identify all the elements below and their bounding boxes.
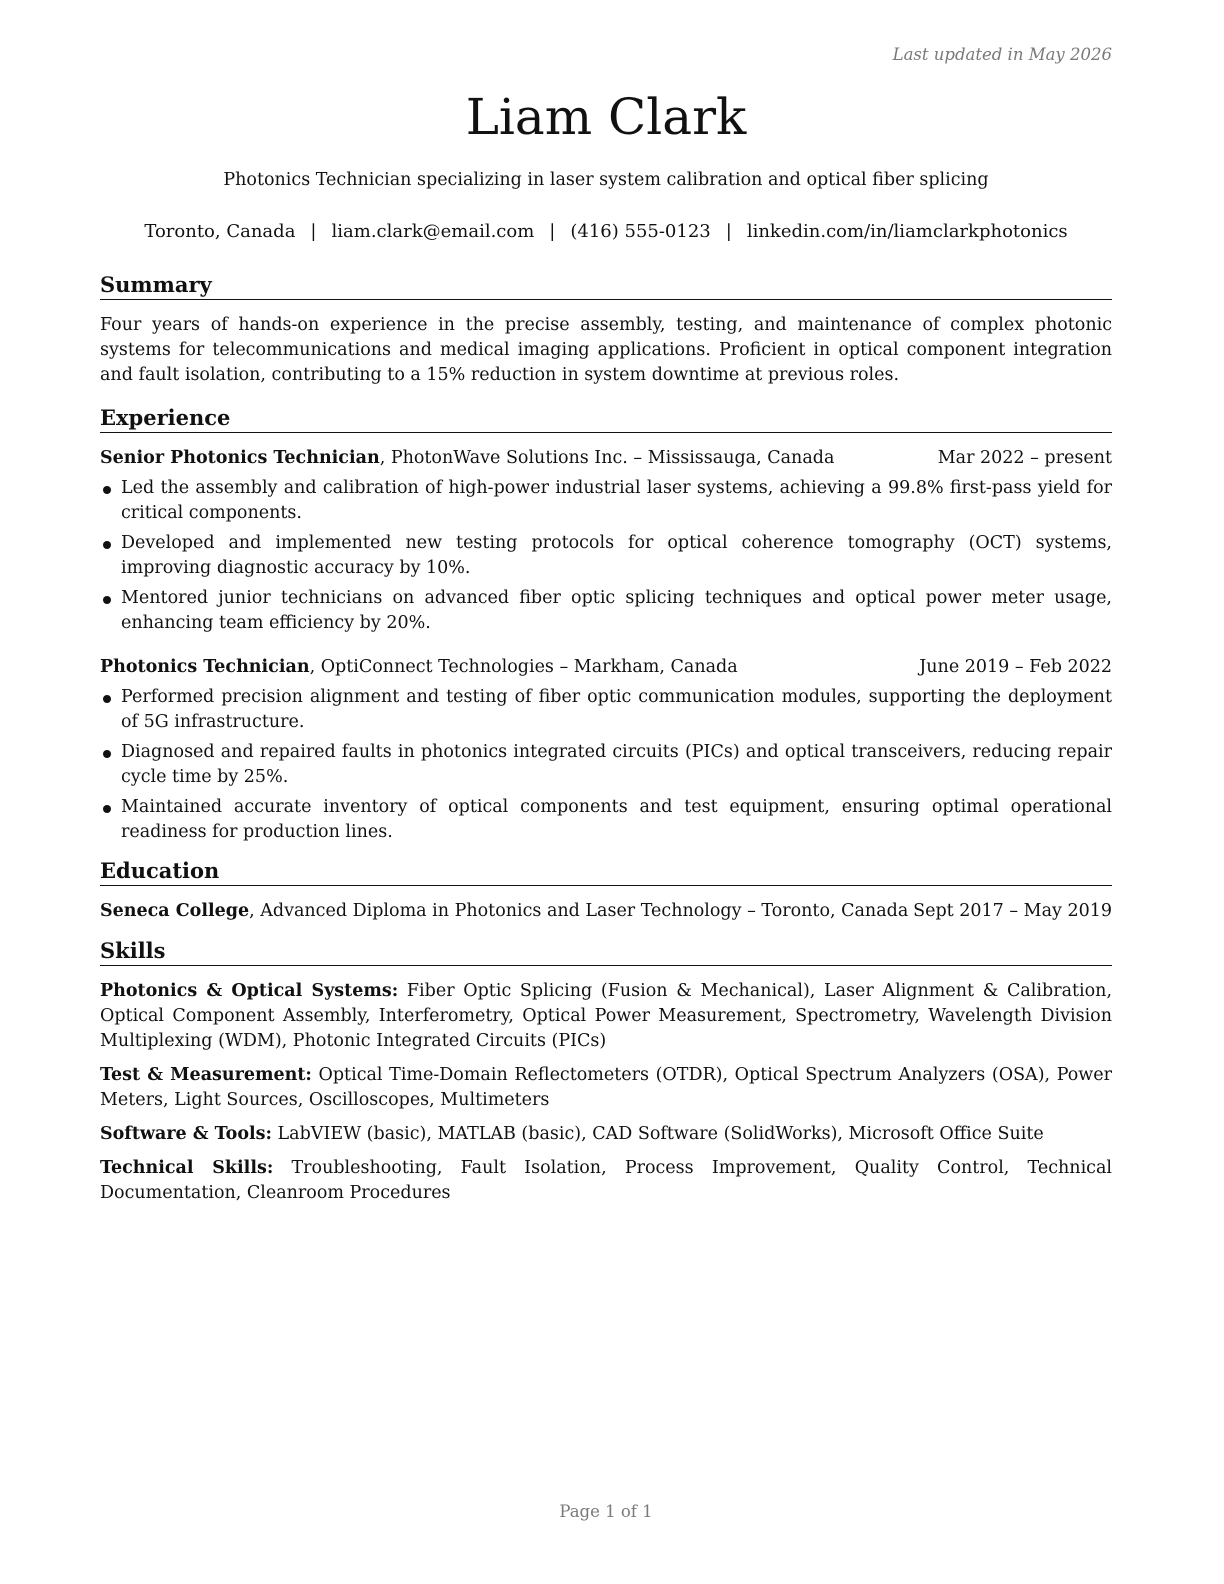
skill-group <box>100 1156 1112 1206</box>
contact-linkedin[interactable]: linkedin.com/in/liamclarkphotonics <box>746 221 1068 242</box>
education-line <box>100 899 908 924</box>
bullet-text: Performed precision alignment and testing of fiber optic communication modules, supporting the deployment of 5G infrastructure. <box>121 687 1112 732</box>
job-title-line <box>100 446 834 471</box>
job-bullet <box>100 531 1112 581</box>
skill-category: Technical Skills: <box>100 1158 274 1178</box>
bullet-icon <box>103 805 111 813</box>
bullet-text: Led the assembly and calibration of high-power industrial laser systems, achieving a 99.8% first-pass yield for critical components. <box>121 478 1112 523</box>
job-header <box>100 446 1112 471</box>
job-title-line <box>100 655 738 680</box>
education-entry <box>100 899 1112 924</box>
contact-line <box>100 220 1112 244</box>
bullet-text: Maintained accurate inventory of optical components and test equipment, ensuring optimal operational readiness for production lines. <box>121 797 1112 842</box>
job-organization: , PhotonWave Solutions Inc. – Mississauga, Canada <box>379 448 835 468</box>
job-header <box>100 655 1112 680</box>
section-title-summary: Summary <box>100 271 1112 300</box>
bullet-text: Diagnosed and repaired faults in photonics integrated circuits (PICs) and optical transceivers, reducing repair cycle time by 25%. <box>121 742 1112 787</box>
professional-tagline: Photonics Technician specializing in laser system calibration and optical fiber splicing <box>223 170 989 190</box>
job-bullet <box>100 476 1112 526</box>
contact-separator: | <box>310 221 317 242</box>
skill-group <box>100 979 1112 1054</box>
bullet-text: Mentored junior technicians on advanced fiber optic splicing techniques and optical power meter usage, enhancing team efficiency by 20%. <box>121 588 1112 633</box>
education-school: Seneca College <box>100 901 250 921</box>
skill-group <box>100 1122 1112 1147</box>
job-bullet <box>100 740 1112 790</box>
section-title-skills: Skills <box>100 937 1112 966</box>
job-role: Senior Photonics Technician <box>100 448 380 468</box>
contact-separator: | <box>725 221 732 242</box>
resume-page <box>100 0 1112 1584</box>
job-organization: , OptiConnect Technologies – Markham, Canada <box>309 657 738 677</box>
skill-list: Troubleshooting, Fault Isolation, Process Improvement, Quality Control, Technical Documentation, Cleanroom Procedures <box>100 1158 1112 1203</box>
job-dates: Mar 2022 – present <box>937 448 1112 468</box>
education-dates: Sept 2017 – May 2019 <box>913 901 1112 921</box>
skill-list: LabVIEW (basic), MATLAB (basic), CAD Software (SolidWorks), Microsoft Office Suite <box>271 1124 1044 1144</box>
section-title-education: Education <box>100 857 1112 886</box>
page-number: Page 1 of 1 <box>559 1502 653 1521</box>
skill-category: Software & Tools: <box>100 1124 272 1144</box>
skill-category: Test & Measurement: <box>100 1065 312 1085</box>
last-updated-note: Last updated in May 2026 <box>892 45 1112 64</box>
education-detail: , Advanced Diploma in Photonics and Laser Technology – Toronto, Canada <box>249 901 909 921</box>
section-title-experience: Experience <box>100 404 1112 433</box>
job-entry <box>100 655 1112 845</box>
skill-category: Photonics & Optical Systems: <box>100 981 399 1001</box>
bullet-text: Developed and implemented new testing protocols for optical coherence tomography (OCT) systems, improving diagnostic accuracy by 10%. <box>121 533 1112 578</box>
bullet-icon <box>103 541 111 549</box>
contact-phone[interactable]: (416) 555-0123 <box>570 221 711 242</box>
bullet-icon <box>103 695 111 703</box>
job-entry <box>100 446 1112 636</box>
job-bullet <box>100 586 1112 636</box>
job-dates: June 2019 – Feb 2022 <box>919 657 1112 677</box>
job-bullets <box>100 685 1112 845</box>
skill-list: Fiber Optic Splicing (Fusion & Mechanical), Laser Alignment & Calibration, Optical Component Assembly, Interferometry, Optical Power Measurement, Spectrometry, Wavelength Division Multiplexing (WDM), Photonic Integrated Circuits (PICs) <box>100 981 1113 1051</box>
contact-separator: | <box>549 221 556 242</box>
job-bullet <box>100 795 1112 845</box>
bullet-icon <box>103 486 111 494</box>
skill-group <box>100 1063 1112 1113</box>
job-role: Photonics Technician <box>100 657 310 677</box>
job-bullets <box>100 476 1112 636</box>
contact-email[interactable]: liam.clark@email.com <box>331 221 535 242</box>
bullet-icon <box>103 750 111 758</box>
contact-location: Toronto, Canada <box>144 221 296 242</box>
job-bullet <box>100 685 1112 735</box>
resume-body <box>100 271 1112 1215</box>
candidate-name: Liam Clark <box>465 88 747 146</box>
summary-text: Four years of hands-on experience in the precise assembly, testing, and maintenance of complex photonic systems for telecommunications and medical imaging applications. Proficient in optical component integration and fault isolation, contributing to a 15% reduction in system downtime at previous roles. <box>100 315 1112 385</box>
skill-list: Optical Time-Domain Reflectometers (OTDR), Optical Spectrum Analyzers (OSA), Power Meters, Light Sources, Oscilloscopes, Multimeters <box>100 1065 1113 1110</box>
bullet-icon <box>103 596 111 604</box>
